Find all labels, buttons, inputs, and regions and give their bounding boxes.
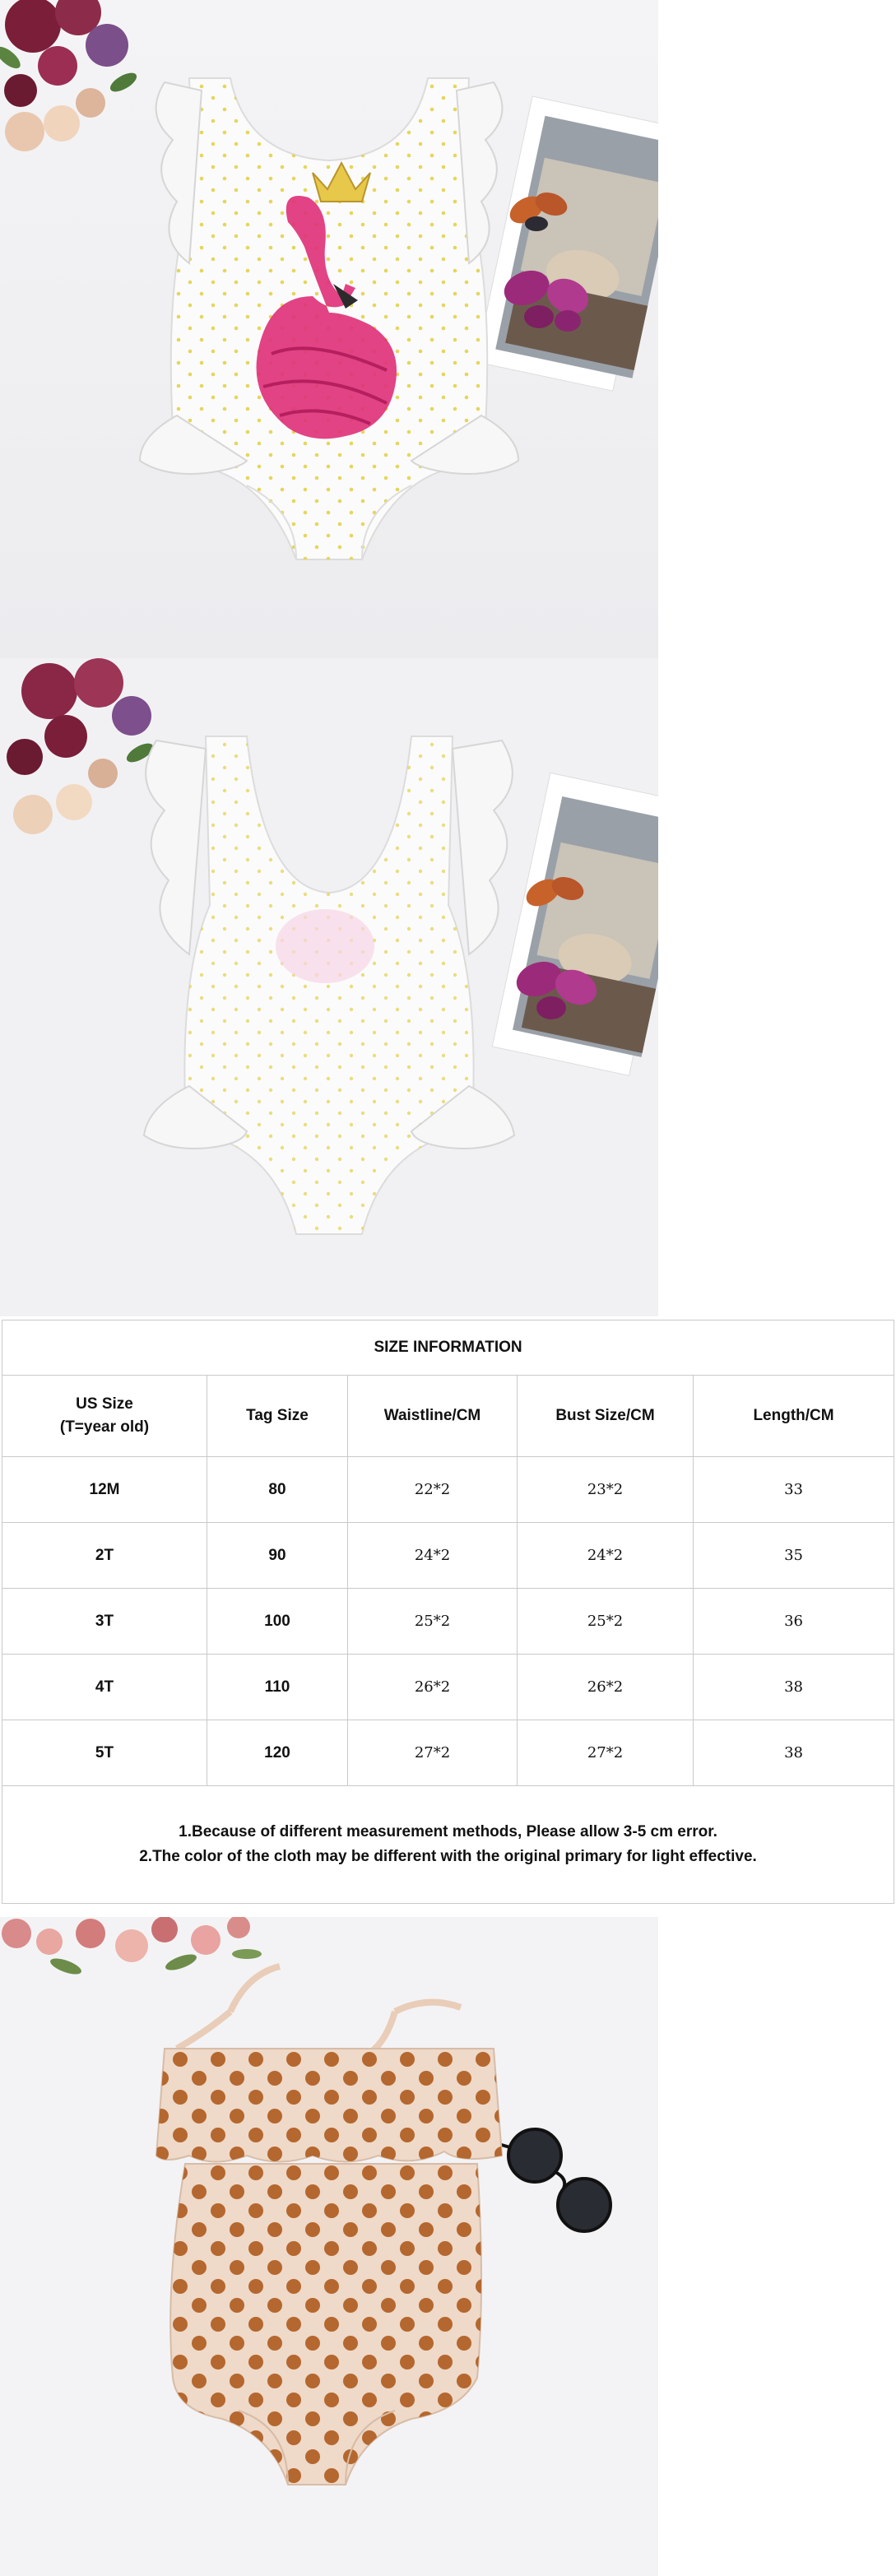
photo-front-drawing — [0, 0, 658, 658]
photo-back-drawing — [0, 658, 658, 1316]
cell-length: 33 — [694, 1457, 894, 1523]
photo-polka-drawing — [0, 1917, 658, 2576]
cell-tag-size: 90 — [207, 1523, 348, 1589]
cell-bust-size: 26*2 — [518, 1655, 694, 1720]
note-color-difference: 2.The color of the cloth may be different with the original primary for light effective. — [139, 1848, 757, 1865]
header-length: Length/CM — [694, 1376, 894, 1457]
cell-tag-size: 120 — [207, 1720, 348, 1786]
cell-length: 36 — [694, 1589, 894, 1655]
cell-length: 38 — [694, 1720, 894, 1786]
cell-tag-size: 100 — [207, 1589, 348, 1655]
cell-waistline: 22*2 — [348, 1457, 518, 1523]
cell-bust-size: 23*2 — [518, 1457, 694, 1523]
header-tag-size: Tag Size — [207, 1376, 348, 1457]
cell-us-size: 3T — [2, 1589, 207, 1655]
cell-tag-size: 80 — [207, 1457, 348, 1523]
header-us-size — [2, 1376, 207, 1457]
size-information-panel — [0, 1320, 896, 1917]
table-row — [2, 1523, 894, 1589]
header-bust-size: Bust Size/CM — [518, 1376, 694, 1457]
header-us-size-line2: (T=year old) — [59, 1418, 150, 1436]
product-photo-front — [0, 0, 658, 658]
header-waistline: Waistline/CM — [348, 1376, 518, 1457]
size-notes — [2, 1786, 894, 1904]
note-measurement-error: 1.Because of different measurement methods, Please allow 3-5 cm error. — [179, 1823, 717, 1840]
cell-waistline: 25*2 — [348, 1589, 518, 1655]
cell-waistline: 26*2 — [348, 1655, 518, 1720]
cell-us-size: 4T — [2, 1655, 207, 1720]
cell-length: 35 — [694, 1523, 894, 1589]
cell-us-size: 2T — [2, 1523, 207, 1589]
cell-bust-size: 24*2 — [518, 1523, 694, 1589]
table-row — [2, 1655, 894, 1720]
size-table-title: SIZE INFORMATION — [2, 1320, 894, 1376]
cell-bust-size: 27*2 — [518, 1720, 694, 1786]
header-us-size-line1: US Size — [76, 1395, 133, 1413]
cell-bust-size: 25*2 — [518, 1589, 694, 1655]
cell-waistline: 27*2 — [348, 1720, 518, 1786]
cell-tag-size: 110 — [207, 1655, 348, 1720]
cell-us-size: 12M — [2, 1457, 207, 1523]
cell-us-size: 5T — [2, 1720, 207, 1786]
table-row — [2, 1589, 894, 1655]
table-row — [2, 1457, 894, 1523]
product-photo-back — [0, 658, 658, 1316]
size-table — [2, 1320, 894, 1904]
cell-length: 38 — [694, 1655, 894, 1720]
cell-waistline: 24*2 — [348, 1523, 518, 1589]
product-photo-polka-dot — [0, 1917, 658, 2576]
table-row — [2, 1720, 894, 1786]
